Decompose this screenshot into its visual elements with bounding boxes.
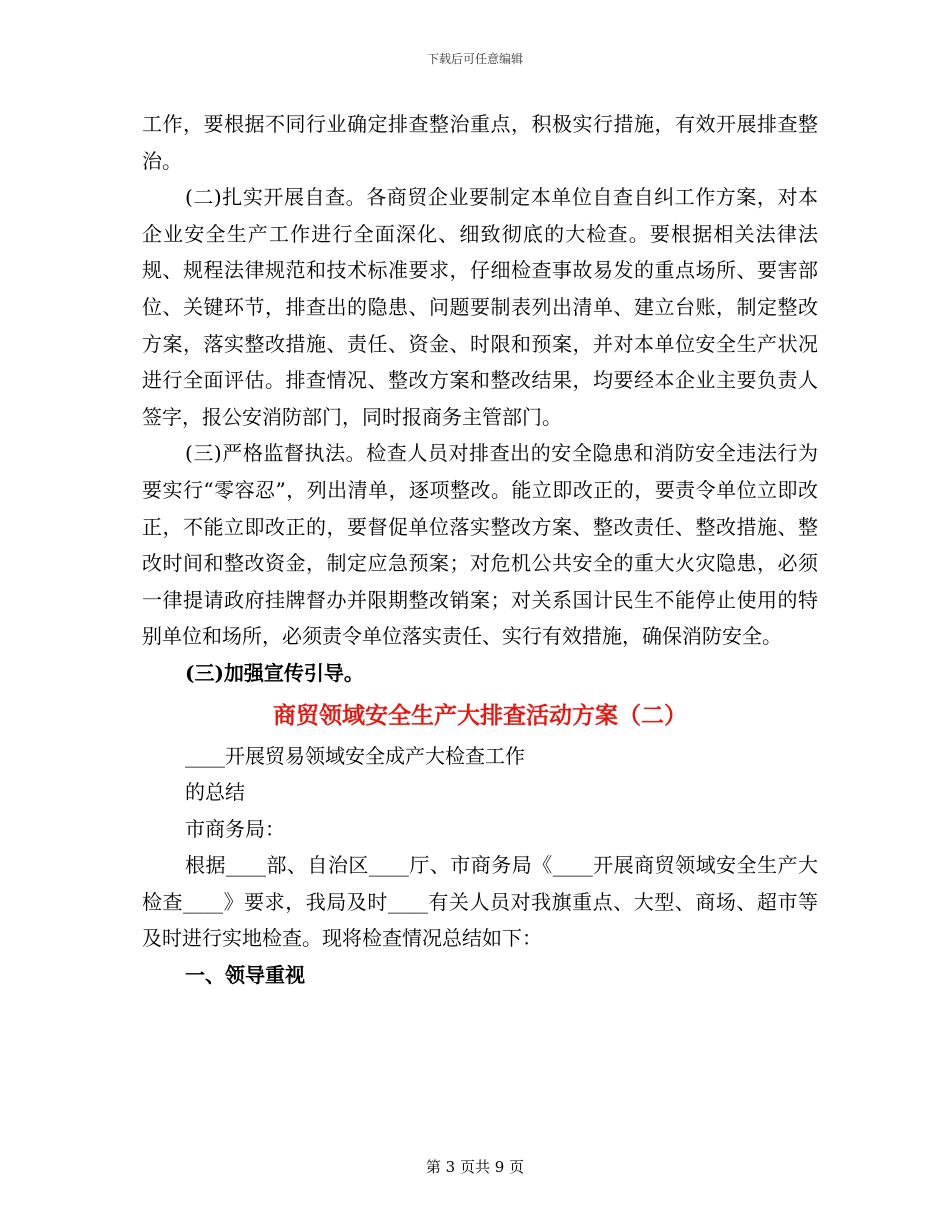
document-title: 商贸领域安全生产大排查活动方案（二） [273, 701, 687, 729]
paragraph-self-inspection: (二)扎实开展自查。各商贸企业要制定本单位自查自纠工作方案，对本企业安全生产工作进行全面深化、细致彻底的大检查。要根据相关法律法规、规程法律规范和技术标准要求，仔细检查事故易发的重点场所、要害部位、关键环节，排查出的隐患、问题要制表列出清单、建立台账，制定整改方案，落实整改措施、责任、资金、时限和预案，并对本单位安全生产状况进行全面评估。排查情况、整改方案和整改结果，均要经本企业主要负责人签字，报公安消防部门，同时报商务主管部门。 [142, 185, 818, 429]
summary-subtitle-line2: 的总结 [185, 780, 245, 805]
page-header: 下载后可任意编辑 [426, 52, 523, 66]
paragraph-continuation: 工作，要根据不同行业确定排查整治重点，积极实行措施，有效开展排查整治。 [142, 112, 818, 173]
section-heading-leadership: 一、领导重视 [185, 963, 305, 988]
summary-subtitle-line1: ____开展贸易领域安全成产大检查工作 [185, 743, 525, 768]
section-heading-publicity: (三)加强宣传引导。 [185, 660, 364, 685]
page-footer: 第 3 页共 9 页 [425, 1158, 525, 1176]
paragraph-supervision: (三)严格监督执法。检查人员对排查出的安全隐患和消防安全违法行为要实行“零容忍”，列出清单，逐项整改。能立即改正的，要责令单位立即改正，不能立即改正的，要督促单位落实整改方案、整改责任、整改措施、整改时间和整改资金，制定应急预案；对危机公共安全的重大火灾隐患，必须一律提请政府挂牌督办并限期整改销案；对关系国计民生不能停止使用的特别单位和场所，必须责令单位落实责任、实行有效措施，确保消防安全。 [142, 441, 818, 649]
addressee: 市商务局： [185, 816, 285, 841]
document-body [142, 106, 818, 994]
paragraph-basis: 根据____部、自治区____厅、市商务局《____开展商贸领域安全生产大检查____》要求，我局及时____有关人员对我旗重点、大型、商场、超市等及时进行实地检查。现将检查情况总结如下： [142, 853, 818, 951]
